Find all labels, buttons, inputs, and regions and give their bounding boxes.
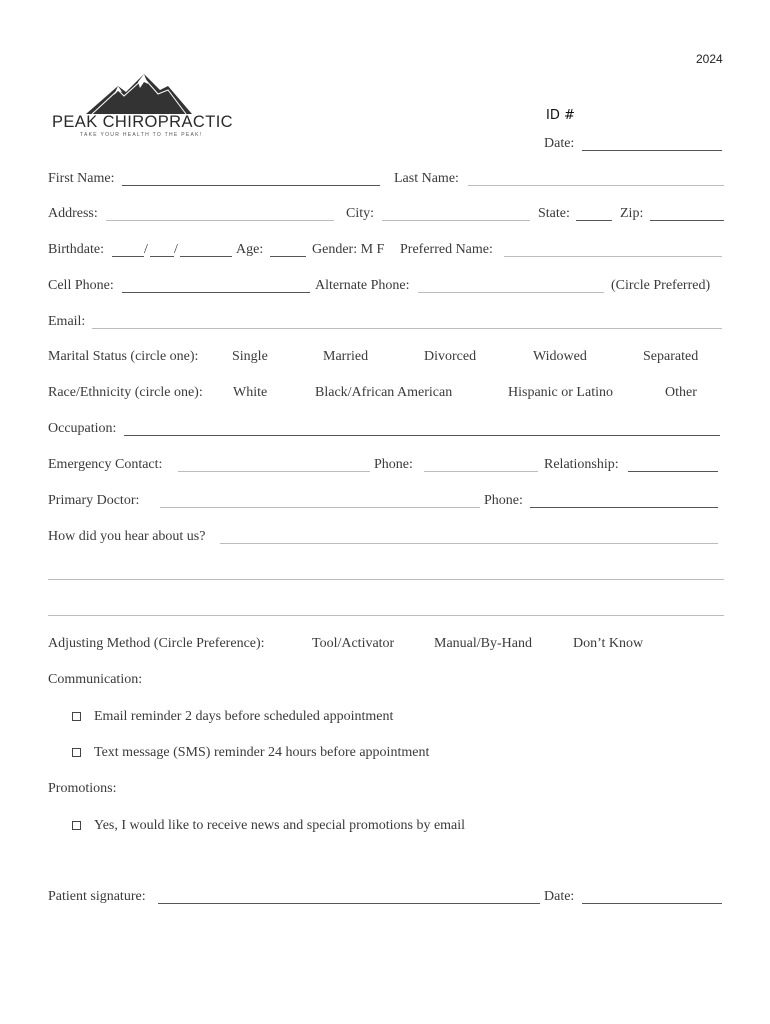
sms-reminder-text: Text message (SMS) reminder 24 hours before appointment (94, 745, 430, 760)
emergency-phone-label: Phone: (374, 457, 413, 472)
patient-signature-label: Patient signature: (48, 889, 146, 904)
first-name-label: First Name: (48, 171, 115, 186)
marital-option-divorced[interactable]: Divorced (424, 349, 477, 364)
birthdate-label: Birthdate: (48, 242, 104, 257)
communication-label: Communication: (48, 672, 143, 687)
practice-logo (52, 70, 232, 142)
hear-about-line-3[interactable] (48, 615, 724, 616)
mountain-logo-icon (52, 70, 232, 115)
race-option-white[interactable]: White (233, 385, 268, 400)
state-line[interactable] (576, 220, 612, 221)
brand-tagline: TAKE YOUR HEALTH TO THE PEAK! (80, 132, 203, 138)
birth-year-line[interactable] (180, 256, 232, 257)
circle-preferred-label: (Circle Preferred) (611, 278, 711, 293)
primary-doctor-line[interactable] (160, 507, 480, 508)
primary-doctor-label: Primary Doctor: (48, 493, 140, 508)
hear-about-line-1[interactable] (220, 543, 718, 544)
last-name-line[interactable] (468, 185, 724, 186)
age-label: Age: (236, 242, 264, 257)
zip-line[interactable] (650, 220, 724, 221)
marital-option-married[interactable]: Married (323, 349, 369, 364)
race-option-black[interactable]: Black/African American (315, 385, 453, 400)
sms-reminder-checkbox[interactable] (72, 748, 81, 757)
relationship-line[interactable] (628, 471, 718, 472)
brand-name: PEAK CHIROPRACTIC (52, 113, 233, 131)
hear-about-line-2[interactable] (48, 579, 724, 580)
cell-phone-line[interactable] (122, 292, 310, 293)
birth-month-line[interactable] (112, 256, 144, 257)
race-ethnicity-label: Race/Ethnicity (circle one): (48, 385, 203, 400)
email-reminder-checkbox[interactable] (72, 712, 81, 721)
preferred-name-label: Preferred Name: (400, 242, 493, 257)
birth-slash-1: / (144, 242, 148, 257)
emergency-contact-label: Emergency Contact: (48, 457, 163, 472)
occupation-label: Occupation: (48, 421, 117, 436)
city-line[interactable] (382, 220, 530, 221)
address-label: Address: (48, 206, 98, 221)
emergency-phone-line[interactable] (424, 471, 538, 472)
hear-about-label: How did you hear about us? (48, 529, 206, 544)
patient-signature-line[interactable] (158, 903, 540, 904)
race-option-other[interactable]: Other (665, 385, 697, 400)
marital-option-single[interactable]: Single (232, 349, 268, 364)
state-label: State: (538, 206, 570, 221)
handwritten-id: ID # (546, 108, 575, 123)
email-label: Email: (48, 314, 86, 329)
occupation-line[interactable] (124, 435, 720, 436)
adjusting-option-tool[interactable]: Tool/Activator (312, 636, 395, 651)
alternate-phone-label: Alternate Phone: (315, 278, 410, 293)
city-label: City: (346, 206, 375, 221)
race-option-hispanic[interactable]: Hispanic or Latino (508, 385, 613, 400)
address-line[interactable] (106, 220, 334, 221)
signature-date-label: Date: (544, 889, 575, 904)
header-date-label: Date: (544, 136, 575, 151)
last-name-label: Last Name: (394, 171, 459, 186)
doctor-phone-label: Phone: (484, 493, 523, 508)
zip-label: Zip: (620, 206, 644, 221)
adjusting-option-dont-know[interactable]: Don’t Know (573, 636, 644, 651)
gender-label[interactable]: Gender: M F (312, 242, 385, 257)
doctor-phone-line[interactable] (530, 507, 718, 508)
birth-slash-2: / (174, 242, 178, 257)
alternate-phone-line[interactable] (418, 292, 604, 293)
cell-phone-label: Cell Phone: (48, 278, 114, 293)
signature-date-line[interactable] (582, 903, 722, 904)
form-year: 2024 (696, 52, 723, 66)
emergency-contact-line[interactable] (178, 471, 370, 472)
email-line[interactable] (92, 328, 722, 329)
promotions-checkbox[interactable] (72, 821, 81, 830)
adjusting-option-manual[interactable]: Manual/By-Hand (434, 636, 532, 651)
adjusting-method-label: Adjusting Method (Circle Preference): (48, 636, 265, 651)
marital-status-label: Marital Status (circle one): (48, 349, 199, 364)
email-reminder-text: Email reminder 2 days before scheduled appointment (94, 709, 394, 724)
relationship-label: Relationship: (544, 457, 619, 472)
first-name-line[interactable] (122, 185, 380, 186)
header-date-line[interactable] (582, 150, 722, 151)
promotions-label: Promotions: (48, 781, 117, 796)
promotions-text: Yes, I would like to receive news and special promotions by email (94, 818, 466, 833)
marital-option-separated[interactable]: Separated (643, 349, 699, 364)
preferred-name-line[interactable] (504, 256, 722, 257)
marital-option-widowed[interactable]: Widowed (533, 349, 587, 364)
age-line[interactable] (270, 256, 306, 257)
birth-day-line[interactable] (150, 256, 174, 257)
